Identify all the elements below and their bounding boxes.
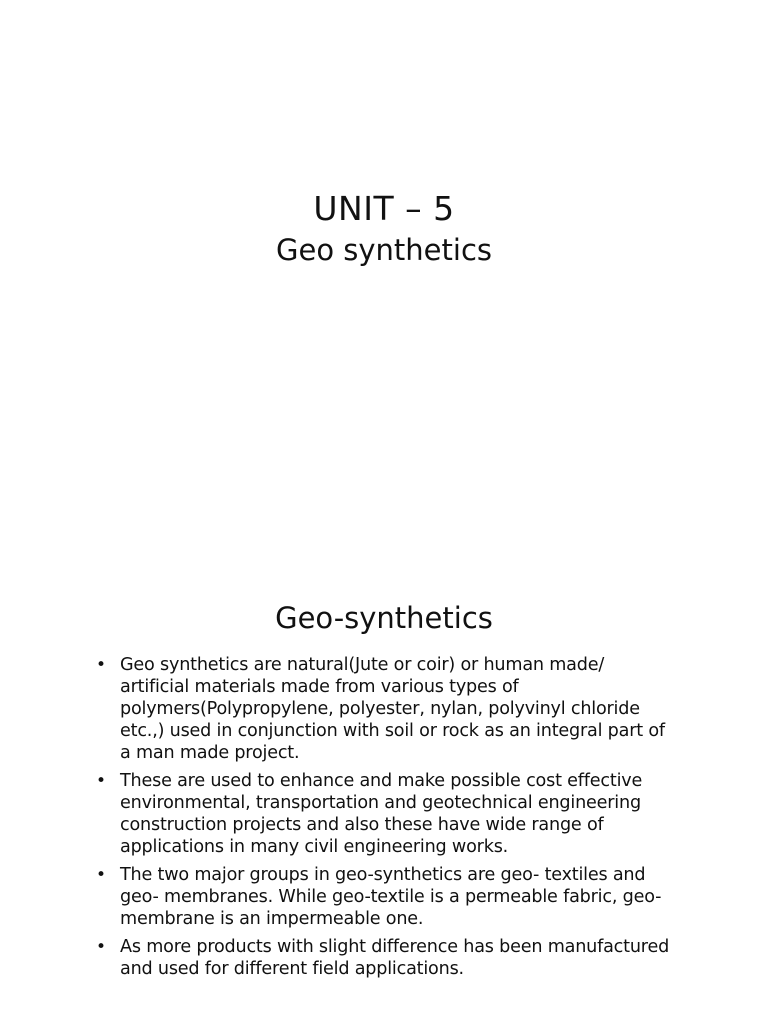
unit-subtitle: Geo synthetics (276, 233, 492, 267)
bullet-list (96, 654, 676, 986)
bullet-item (96, 936, 676, 980)
content-slide (0, 512, 768, 1024)
bullet-item (96, 654, 676, 764)
bullet-text: The two major groups in geo-synthetics are geo- textiles and geo- membranes. While geo-textile is a permeable fabric, geo-membrane is an impermeable one. (120, 865, 662, 929)
unit-title: UNIT – 5 (313, 189, 455, 228)
section-heading: Geo-synthetics (275, 601, 493, 635)
bullet-item (96, 770, 676, 858)
bullet-dot-icon: • (96, 771, 106, 791)
bullet-dot-icon: • (96, 655, 106, 675)
bullet-text: As more products with slight difference has been manufactured and used for different field applications. (120, 937, 670, 979)
bullet-dot-icon: • (96, 937, 106, 957)
bullet-text: These are used to enhance and make possible cost effective environmental, transportation and geotechnical engineering construction projects and also these have wide range of applications in many civil engineering works. (120, 771, 643, 857)
bullet-text: Geo synthetics are natural(Jute or coir) or human made/ artificial materials made from various types of polymers(Polypropylene, polyester, nylan, polyvinyl chloride etc.,) used in conjunction with soil or rock as an integral part of a man made project. (120, 655, 665, 763)
bullet-dot-icon: • (96, 865, 106, 885)
bullet-item (96, 864, 676, 930)
